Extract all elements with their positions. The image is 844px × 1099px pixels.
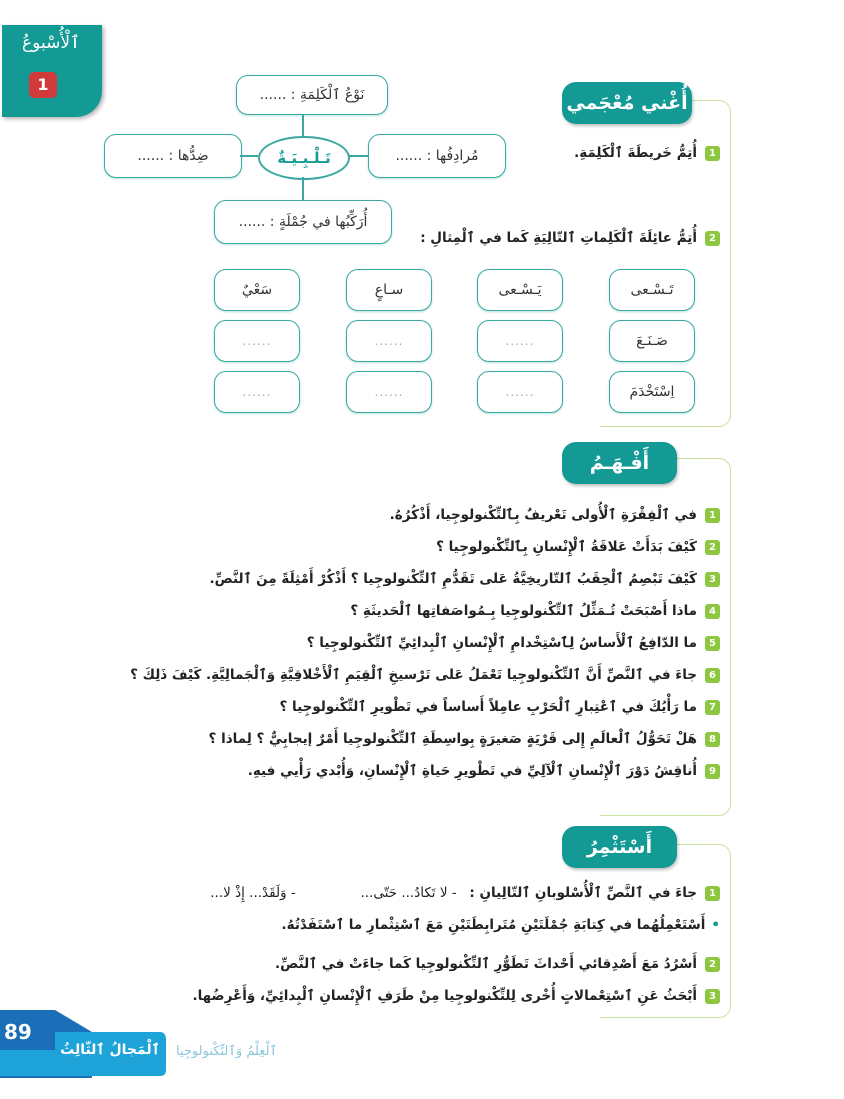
word-cell: تَـسْـعى: [609, 269, 695, 311]
application-question-2: [275, 956, 720, 972]
question-text: أَبْحَثُ عَنِ ٱسْتِعْمالاتٍ أُخْرى لِلتِّكْنولوجِيا مِنْ طَرَفِ ٱلْإِنْسانِ ٱلْبِدائِيِّ، وَأَعْرِضُها.: [192, 988, 697, 1004]
comprehension-question: [209, 731, 720, 747]
question-text: ما الدّافِعُ ٱلْأَساسُ لِٱسْتِخْدامِ ٱلْإِنْسانِ ٱلْبِدائِيِّ ٱلتِّكْنولوجِيا ؟: [306, 635, 697, 651]
answer-cell[interactable]: ......: [346, 371, 432, 413]
question-number: 7: [705, 700, 720, 715]
application-question-3: [192, 988, 720, 1004]
arrow-left: [240, 155, 258, 157]
question-text: أُتِمُّ عائِلَةَ ٱلْكَلِماتِ ٱلتّالِيَةِ كَما في ٱلْمِثالِ :: [420, 230, 697, 246]
comprehension-question: [209, 571, 720, 587]
section-vocabulary-title: أُغْني مُعْجَمي: [562, 82, 692, 124]
question-text: في ٱلْفِقْرَةِ ٱلْأُولى تَعْريفٌ بِٱلتِّكْنولوجِيا، أَذْكُرُهُ.: [389, 507, 697, 523]
question-number: 1: [705, 508, 720, 523]
answer-cell[interactable]: ......: [214, 371, 300, 413]
question-text: أَسْرُدُ مَعَ أَصْدِقائي أَحْداثَ تَطَوُّرِ ٱلتِّكْنولوجِيا كَما جاءَتْ في ٱلنَّصِّ.: [275, 956, 697, 972]
application-question-1: [210, 885, 720, 901]
antonym-box[interactable]: ضِدُّها : ......: [104, 134, 242, 178]
footer-domain-label: ٱلْمَجالُ ٱلثّالِثُ: [60, 1042, 160, 1058]
answer-cell[interactable]: ......: [477, 320, 563, 362]
word-type-box[interactable]: نَوْعُ ٱلْكَلِمَةِ : ......: [236, 75, 388, 115]
comprehension-question: [390, 507, 720, 523]
style-example-b: - وَلَقَدْ... إِذْ لا...: [210, 885, 296, 901]
answer-cell[interactable]: ......: [477, 371, 563, 413]
style-example-a: - لا تَكادُ... حَتّى...: [360, 885, 457, 901]
question-text: جاءَ في ٱلنَّصِّ أَنَّ ٱلتِّكْنولوجِيا تَعْمَلُ عَلى تَرْسيخِ ٱلْقِيَمِ ٱلْأَخْلاقِيَّةِ وَٱلْجَمالِيَّةِ. كَيْفَ ذَلِكَ ؟: [130, 667, 697, 683]
synonym-box[interactable]: مُرادِفُها : ......: [368, 134, 506, 178]
word-cell: سَعْيٌ: [214, 269, 300, 311]
comprehension-question: [436, 539, 720, 555]
question-text: كَيْفَ بَدَأَتْ عَلاقَةُ ٱلْإِنْسانِ بِٱلتِّكْنولوجِيا ؟: [436, 539, 697, 555]
question-text: هَلْ تَحَوُّلُ ٱلْعالَمِ إِلى قَرْيَةٍ صَغيرَةٍ بِواسِطَةِ ٱلتِّكْنولوجِيا أَمْرٌ إيجابِيٌّ ؟ لِماذا ؟: [208, 731, 697, 747]
bullet-text: أَسْتَعْمِلُهُما في كِتابَةِ جُمْلَتَيْنِ مُتَرابِطَتَيْنِ مَعَ ٱسْتِثْمارِ ما ٱسْتَفَدْتُهُ.: [281, 917, 706, 933]
comprehension-question: [248, 763, 720, 779]
word-cell: صَـنَـعَ: [609, 320, 695, 362]
arrow-right: [348, 155, 368, 157]
comprehension-question: [350, 603, 720, 619]
question-text: كَيْفَ تَبْصِمُ ٱلْحِقَبُ ٱلتّاريخِيَّةُ عَلى تَقَدُّمِ ٱلتِّكْنولوجِيا ؟ أَذْكُرْ أَمْثِلَةً مِنَ ٱلنَّصِّ.: [209, 571, 697, 587]
bullet-icon: •: [711, 917, 720, 933]
comprehension-question: [307, 635, 720, 651]
week-number-badge: 1: [29, 72, 57, 98]
application-bullet: [282, 917, 721, 933]
comprehension-question: [130, 667, 720, 683]
question-text: ما رَأْيُكَ في ٱعْتِبارِ ٱلْحَرْبِ عامِلاً أَساساً في تَطْويرِ ٱلتِّكْنولوجِيا ؟: [279, 699, 697, 715]
question-number: 4: [705, 604, 720, 619]
question-text: أُتِمُّ خَريطَةَ ٱلْكَلِمَةِ.: [574, 145, 697, 161]
arrow-down: [302, 177, 304, 200]
question-number: 2: [705, 231, 720, 246]
question-number: 3: [705, 989, 720, 1004]
question-number: 9: [705, 764, 720, 779]
week-label: ٱلْأُسْبوعُ: [22, 33, 80, 53]
footer-theme-label: ٱلْعِلْمُ وَٱلتِّكْنولوجِيا: [176, 1044, 278, 1059]
question-number: 5: [705, 636, 720, 651]
question-number: 3: [705, 572, 720, 587]
section-application-title: أَسْتَثْمِرُ: [562, 826, 677, 868]
comprehension-question: [280, 699, 721, 715]
question-word-family: [420, 230, 720, 246]
question-number: 2: [705, 957, 720, 972]
question-number: 2: [705, 540, 720, 555]
arrow-up: [302, 114, 304, 136]
question-number: 6: [705, 668, 720, 683]
question-number: 1: [705, 886, 720, 901]
page-number: 89: [4, 1020, 32, 1044]
word-cell: سـاعٍ: [346, 269, 432, 311]
question-complete-word-map: [574, 145, 720, 161]
answer-cell[interactable]: ......: [346, 320, 432, 362]
question-number: 8: [705, 732, 720, 747]
question-text: ماذا أَصْبَحَتْ تُـمَثِّلُ ٱلتِّكْنولوجِيا بِـمُواصَفاتِها ٱلْحَديثَةِ ؟: [350, 603, 697, 619]
word-cell: يَـسْـعى: [477, 269, 563, 311]
word-cell: اِسْتَخْدَمَ: [609, 371, 695, 413]
question-text: جاءَ في ٱلنَّصِّ ٱلْأُسْلوبانِ ٱلتّالِيانِ :: [469, 885, 697, 901]
sentence-box[interactable]: أُرَكِّبُها في جُمْلَةٍ : ......: [214, 200, 392, 244]
answer-cell[interactable]: ......: [214, 320, 300, 362]
center-word-oval: تَـلْـبِـيَـةٌ: [258, 136, 350, 180]
question-text: أُناقِشُ دَوْرَ ٱلْإِنْسانِ ٱلْآلِيِّ في تَطْويرِ حَياةِ ٱلْإِنْسانِ، وَأُبْدي رَأْيي فيهِ.: [247, 763, 697, 779]
section-comprehension-title: أَفْـهَـمُ: [562, 442, 677, 484]
question-number: 1: [705, 146, 720, 161]
